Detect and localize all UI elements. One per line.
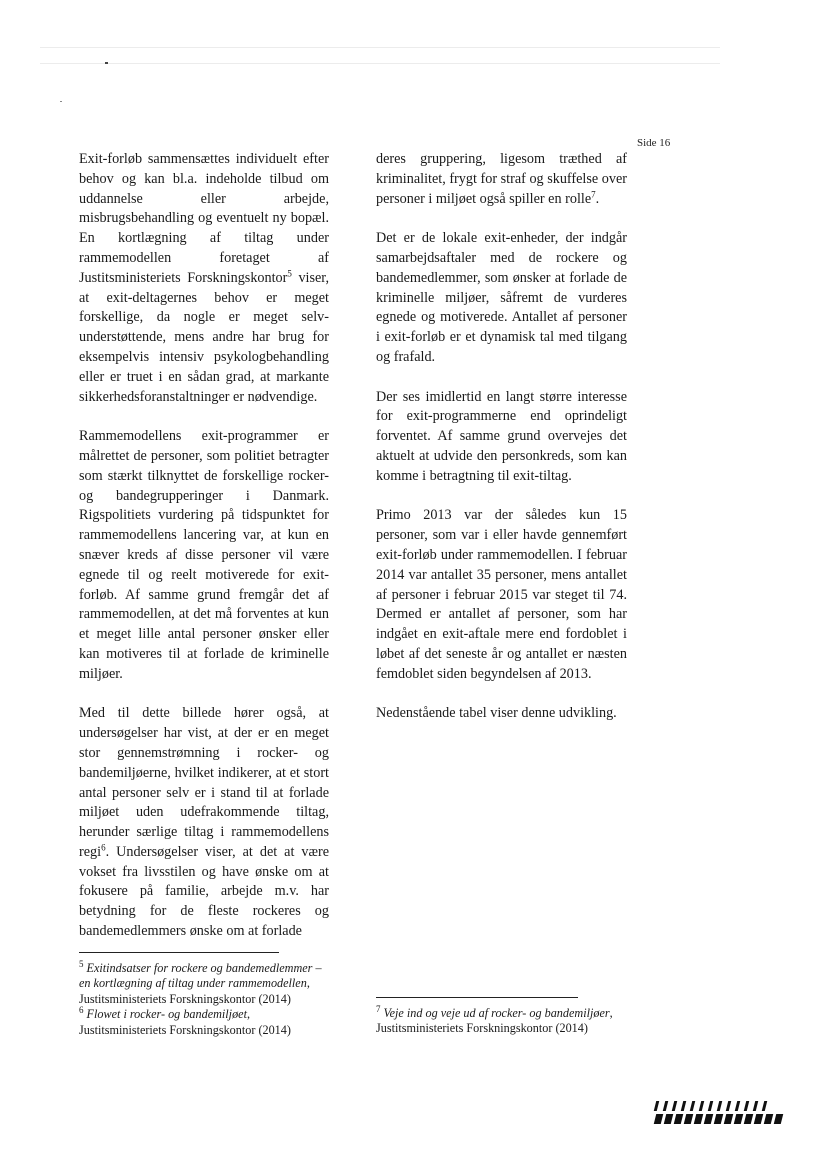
barcode-bar — [672, 1101, 677, 1111]
footnote-rule — [79, 952, 279, 953]
scan-speck — [105, 62, 108, 64]
paragraph-text: viser, at exit-deltagernes behov er meget forskellige, da nogle er meget selv-understøttende, mens andre har brug for eksempelvis intensiv psykologbehandling eller er truet i en sådan grad, at markante sikkerhedsforanstaltninger er nødvendige. — [79, 269, 330, 405]
barcode-bar — [690, 1101, 695, 1111]
barcode-bar — [734, 1114, 743, 1124]
scan-speck — [60, 101, 62, 102]
barcode-bar — [764, 1114, 773, 1124]
barcode-bar — [694, 1114, 703, 1124]
barcode-bar — [744, 1101, 749, 1111]
right-column — [376, 150, 627, 744]
footnote — [79, 958, 329, 1007]
barcode-bar — [704, 1114, 713, 1124]
footnotes-right — [376, 1003, 631, 1037]
footnote-ref: 5 — [287, 268, 292, 279]
paragraph — [79, 150, 329, 407]
barcode-bar — [681, 1101, 686, 1111]
footnote-number: 7 — [376, 1003, 381, 1014]
footnote — [376, 1003, 631, 1037]
footnote-source: , Justitsministeriets Forskningskontor (2014) — [376, 1006, 613, 1036]
footnote-ref: 6 — [101, 842, 106, 853]
footnotes-left — [79, 958, 329, 1038]
scan-artifact-line — [40, 47, 720, 48]
barcode-bar — [654, 1101, 659, 1111]
barcode-row-thin — [655, 1101, 790, 1111]
paragraph-text: Exit-forløb sammensættes individuelt efter behov og kan bl.a. indeholde tilbud om uddannelse eller arbejde, misbrugsbehandling og eventuelt ny bopæl. En kortlægning af tiltag under rammemodellen foretaget af Justitsministeriets Forskningskontor — [79, 151, 329, 286]
barcode-bar — [744, 1114, 753, 1124]
paragraph-text: . Undersøgelser viser, at det at være vokset fra livsstilen og have ønske om at fokusere på familie, arbejde m.v. har betydning for de fleste rockeres og bandemedlemmers ønske om at forlade — [79, 843, 329, 940]
barcode-bar — [654, 1114, 663, 1124]
footnote-rule — [376, 997, 578, 998]
footnote-source: , Justitsministeriets Forskningskontor (2014) — [79, 976, 310, 1006]
paragraph: Der ses imidlertid en langt større interesse for exit-programmerne end oprindeligt forventet. Af samme grund overvejes det aktuelt at udvide den personkreds, som kan komme i betragtning til exit-tiltag. — [376, 388, 627, 484]
barcode-bar — [717, 1101, 722, 1111]
scan-artifact-line — [40, 63, 720, 64]
footnote-title: Flowet i rocker- og bandemiljøet — [86, 1007, 247, 1022]
barcode-bar — [754, 1114, 763, 1124]
footnote-number: 6 — [79, 1005, 84, 1016]
footnote-title: Exitindsatser for rockere og bandemedlemmer – en kortlægning af tiltag under rammemodellen — [79, 961, 322, 991]
paragraph: Primo 2013 var der således kun 15 personer, som var i eller havde gennemført exit-forløb under rammemodellen. I februar 2014 var antallet 35 personer, mens antallet af personer i februar 2015 var steget til 74. Dermed er antallet af personer, som har indgået en exit-aftale mere end fordoblet i løbet af det seneste år og antallet er næsten femdoblet siden begyndelsen af 2013. — [376, 507, 627, 682]
paragraph: Nedenstående tabel viser denne udvikling. — [376, 705, 617, 722]
paragraph-text: Med til dette billede hører også, at undersøgelser har vist, at der er en meget stor gennemstrømning i rocker- og bandemiljøerne, hvilket indikerer, at et stort antal personer selv er i stand til at forlade miljøet uden udefrakommende tiltag, herunder særlige tiltag i rammemodellens regi — [79, 705, 329, 860]
footnote-title: Veje ind og veje ud af rocker- og bandemiljøer — [383, 1006, 610, 1020]
barcode-bar — [663, 1101, 668, 1111]
paragraph — [376, 150, 627, 209]
footnote — [79, 1007, 329, 1038]
left-column — [79, 150, 329, 962]
page-number: Side 16 — [637, 137, 671, 149]
barcode-row-thick — [655, 1114, 790, 1124]
barcode-bar — [774, 1114, 783, 1124]
barcode-bar — [762, 1101, 767, 1111]
paragraph — [79, 704, 329, 942]
footnote-source: , Justitsministeriets Forskningskontor (2014) — [79, 1007, 291, 1037]
footnote-ref: 7 — [591, 188, 596, 199]
barcode-bar — [735, 1101, 740, 1111]
barcode-bar — [684, 1114, 693, 1124]
paragraph: Rammemodellens exit-programmer er målrettet de personer, som politiet betragter som stærkt tilknyttet de forskellige rocker- og bandegrupperinger i Danmark. Rigspolitiets vurdering på tidspunktet for rammemodellens lancering var, at kun en snæver kreds af disse personer vil være egnede til og reelt motiverede for exit-forløb. Af samme grund fremgår det af rammemodellen, at det må forventes at kun et meget lille antal personer ønsker eller kan motiveres til at forlade de kriminelle miljøer. — [79, 428, 329, 682]
barcode-bar — [664, 1114, 673, 1124]
footnote-number: 5 — [79, 958, 84, 969]
barcode-graphic — [655, 1101, 790, 1127]
barcode-bar — [724, 1114, 733, 1124]
paragraph: Det er de lokale exit-enheder, der indgår samarbejdsaftaler med de rockere og bandemedlemmer, som ønsker at forlade de kriminelle miljøer, såfremt de vurderes egnede og motiverede. Antallet af personer i exit-forløb er et dynamisk tal med tilgang og frafald. — [376, 230, 627, 365]
barcode-bar — [753, 1101, 758, 1111]
barcode-bar — [726, 1101, 731, 1111]
barcode-bar — [674, 1114, 683, 1124]
barcode-bar — [699, 1101, 704, 1111]
barcode-bar — [714, 1114, 723, 1124]
paragraph-text: . — [595, 190, 600, 207]
paragraph-text: deres gruppering, ligesom træthed af kriminalitet, frygt for straf og skuffelse over personer i miljøet også spiller en rolle — [376, 151, 627, 207]
barcode-bar — [708, 1101, 713, 1111]
